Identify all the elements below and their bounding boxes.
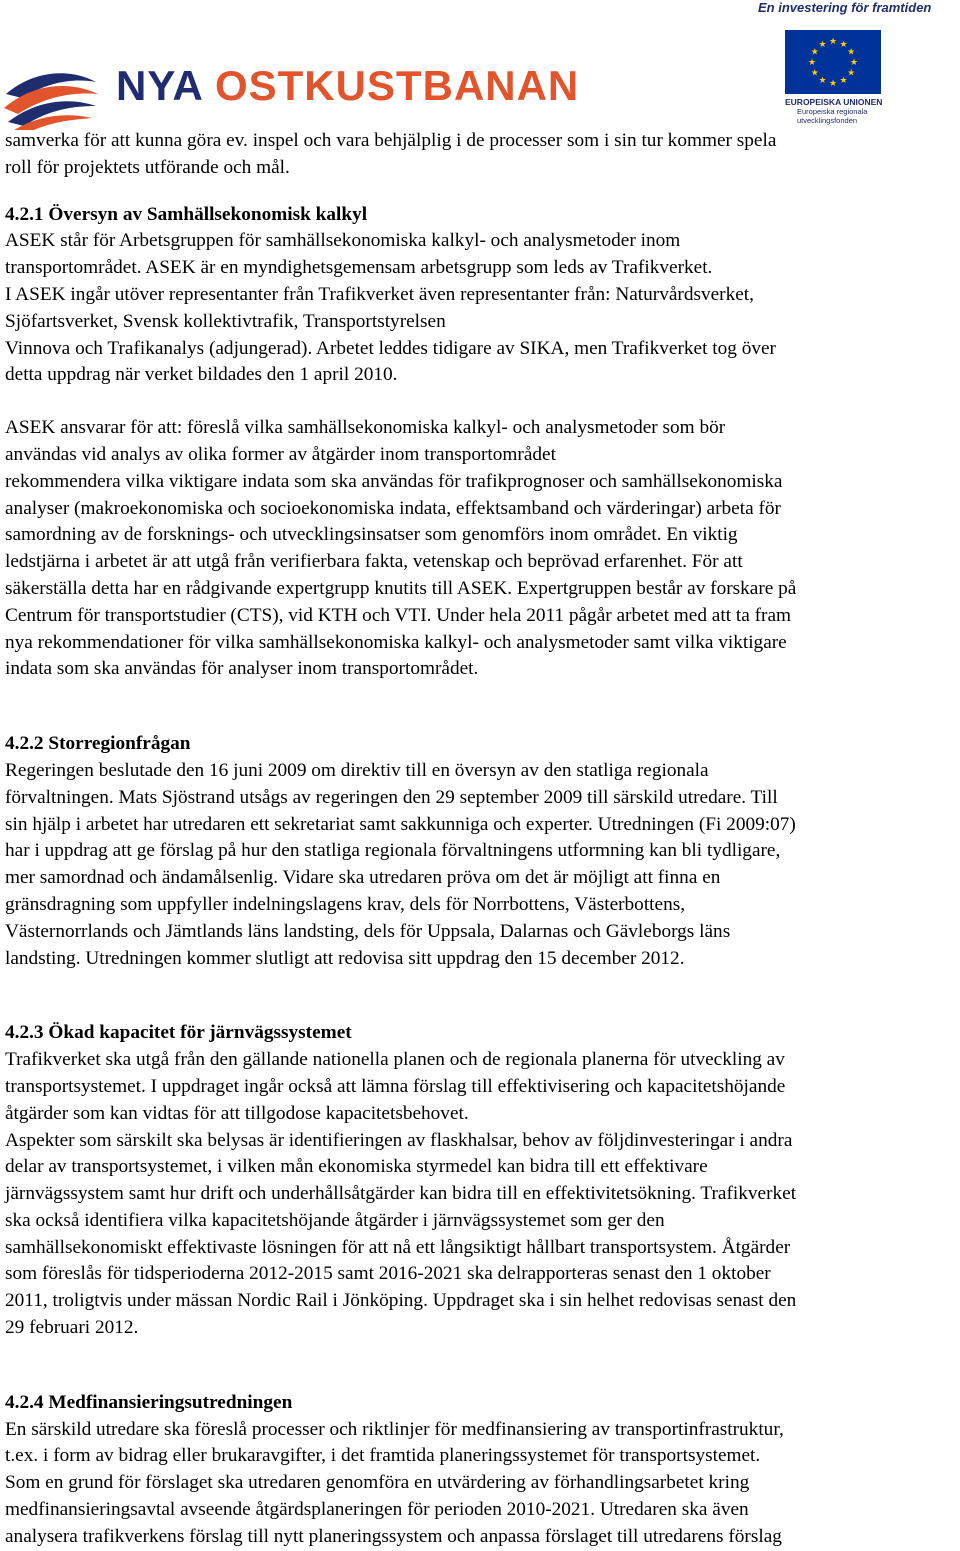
page-header — [0, 0, 960, 130]
text-line: ASEK står för Arbetsgruppen för samhällsekonomiska kalkyl- och analysmetoder inom — [5, 230, 681, 252]
eu-star-icon: ★ — [847, 67, 856, 78]
text-line: användas vid analys av olika former av åtgärder inom transportområdet — [5, 443, 556, 465]
text-line: 2011, troligtvis under mässan Nordic Rail i Jönköping. Uppdraget ska i sin helhet redovisas senast den — [5, 1290, 797, 1312]
text-line: samverka för att kunna göra ev. inspel och vara behjälplig i de processer som i sin tur kommer spela — [5, 130, 777, 151]
eu-star-icon: ★ — [828, 78, 838, 88]
text-line: samhällsekonomiskt effektivaste lösningen för att nå ett långsiktigt hållbart transportsystem. Åtgärder — [5, 1236, 791, 1258]
text-line: Som en grund för förslaget ska utredaren genomföra en utvärdering av förhandlingsarbetet kring — [5, 1472, 750, 1494]
text-line: säkerställa detta har en rådgivande expertgrupp knutits till ASEK. Expertgruppen består av forskare på — [5, 577, 797, 599]
eu-star-icon: ★ — [810, 67, 819, 78]
logo-wordmark — [116, 58, 579, 114]
paragraph-4-2-1-a — [5, 228, 959, 389]
text-line: Trafikverket ska utgå från den gällande nationella planen och de regionala planerna för utveckling av — [5, 1049, 785, 1071]
paragraph-4-2-1-b — [5, 415, 959, 683]
eu-name-label: EUROPEISKA UNIONEN — [785, 97, 883, 107]
text-line: indata som ska användas för analyser inom transportområdet. — [5, 658, 479, 680]
eu-star-icon: ★ — [810, 46, 819, 57]
tagline: En investering för framtiden — [758, 0, 932, 15]
eu-fund-line2: utvecklingsfonden — [797, 115, 858, 125]
section-heading-4-2-4: 4.2.4 Medfinansieringsutredningen — [5, 1391, 293, 1413]
eu-flag-icon — [785, 30, 881, 94]
text-line: förvaltningen. Mats Sjöstrand utsågs av regeringen den 29 september 2009 till särskild utredare. Till — [5, 786, 778, 808]
text-line: ASEK ansvarar för att: föreslå vilka samhällsekonomiska kalkyl- och analysmetoder som bör — [5, 417, 726, 439]
eu-star-icon: ★ — [849, 57, 859, 67]
text-line: som föreslås för tidsperioderna 2012-2015 samt 2016-2021 ska delrapporteras senast den 1 oktober — [5, 1263, 771, 1285]
eu-star-icon: ★ — [847, 46, 856, 57]
text-line: t.ex. i form av bidrag eller brukaravgifter, i det framtida planeringssystemet för transportsystemet. — [5, 1445, 761, 1467]
eu-star-icon: ★ — [818, 38, 827, 49]
text-line: samordning av de forsknings- och utvecklingsinsatser som genomförs inom området. En viktig — [5, 524, 738, 546]
logo-word-nya: NYA — [116, 62, 203, 109]
paragraph-4-2-3-a — [5, 1047, 959, 1127]
text-line: ska också identifiera vilka kapacitetshöjande åtgärder i järnvägssystemet som ger den — [5, 1209, 665, 1231]
section-heading-4-2-3: 4.2.3 Ökad kapacitet för järnvägssystemet — [5, 1022, 352, 1044]
text-line: Västernorrlands och Jämtlands läns landsting, dels för Uppsala, Dalarnas och Gävleborgs läns — [5, 920, 731, 942]
eu-star-icon: ★ — [839, 38, 848, 49]
text-line: sin hjälp i arbetet har utredaren ett sekretariat samt sakkunniga och experter. Utredningen (Fi 2009:07) — [5, 813, 796, 835]
text-line: Regeringen beslutade den 16 juni 2009 om direktiv till en översyn av den statliga regionala — [5, 759, 709, 781]
eu-fund-line1: Europeiska regionala — [797, 107, 868, 116]
eu-star-icon: ★ — [818, 75, 827, 86]
text-line: Sjöfartsverket, Svensk kollektivtrafik, Transportstyrelsen — [5, 310, 446, 332]
text-line: Aspekter som särskilt ska belysas är identifieringen av flaskhalsar, behov av följdinvesteringar i andra — [5, 1129, 793, 1151]
paragraph-4-2-2 — [5, 758, 959, 972]
text-line: transportområdet. ASEK är en myndighetsgemensam arbetsgrupp som leds av Trafikverket. — [5, 257, 713, 279]
text-line: rekommendera vilka viktigare indata som ska användas för trafikprognoser och samhällsekonomiska — [5, 470, 783, 492]
eu-star-icon: ★ — [807, 57, 817, 67]
text-line: I ASEK ingår utöver representanter från Trafikverket även representanter från: Naturvårdsverket, — [5, 283, 754, 305]
text-line: medfinansieringsavtal avseende åtgärdsplaneringen för perioden 2010-2021. Utredaren ska även — [5, 1499, 749, 1521]
text-line: ledstjärna i arbetet är att utgå från verifierbara fakta, vetenskap och beprövad erfarenhet. För att — [5, 551, 743, 573]
paragraph-4-2-4 — [5, 1417, 959, 1551]
eu-star-icon: ★ — [839, 75, 848, 86]
text-line: har i uppdrag att ge förslag på hur den statliga regionala förvaltningens utformning kan bli tydligare, — [5, 840, 781, 862]
section-heading-4-2-1: 4.2.1 Översyn av Samhällsekonomisk kalkyl — [5, 203, 368, 225]
text-line: nya rekommendationer för vilka samhällsekonomiska kalkyl- och analysmetoder samt vilka viktigare — [5, 631, 787, 653]
logo-word-ostkustbanan: OSTKUSTBANAN — [214, 62, 580, 109]
text-line: detta uppdrag när verket bildades den 1 april 2010. — [5, 364, 398, 386]
text-line: mer samordnad och ändamålsenlig. Vidare ska utredaren pröva om det är möjligt att finna en — [5, 867, 721, 889]
document-body — [5, 128, 959, 1551]
text-line: En särskild utredare ska föreslå processer och riktlinjer för medfinansiering av transportinfrastruktur, — [5, 1418, 784, 1440]
text-line: åtgärder som kan vidtas för att tillgodose kapacitetsbehovet. — [5, 1102, 469, 1124]
section-heading-4-2-2: 4.2.2 Storregionfrågan — [5, 733, 191, 755]
nya-ostkustbanan-swoosh-icon — [4, 64, 100, 130]
text-line: järnvägssystem samt hur drift och underhållsåtgärder kan bidra till en effektivitetsökning. Trafikverket — [5, 1183, 797, 1205]
text-line: analysera trafikverkens förslag till nytt planeringssystem och anpassa förslaget till utredarens förslag — [5, 1525, 782, 1547]
text-line: gränsdragning som uppfyller indelningslagens krav, dels för Norrbottens, Västerbottens, — [5, 893, 686, 915]
intro-paragraph — [5, 128, 959, 182]
eu-fund-label — [797, 108, 897, 125]
eu-star-icon: ★ — [828, 36, 838, 46]
paragraph-4-2-3-b — [5, 1128, 959, 1342]
text-line: 29 februari 2012. — [5, 1317, 139, 1339]
text-line: roll för projektets utförande och mål. — [5, 156, 290, 178]
text-line: landsting. Utredningen kommer slutligt att redovisa sitt uppdrag den 15 december 2012. — [5, 947, 685, 969]
text-line: analyser (makroekonomiska och socioekonomiska indata, effektsamband och värderingar) arbeta för — [5, 497, 781, 519]
text-line: Vinnova och Trafikanalys (adjungerad). Arbetet leddes tidigare av SIKA, men Trafikverket tog över — [5, 337, 776, 359]
text-line: Centrum för transportstudier (CTS), vid KTH och VTI. Under hela 2011 pågår arbetet med att ta fram — [5, 604, 792, 626]
text-line: delar av transportsystemet, i vilken mån ekonomiska styrmedel kan bidra till ett effektivare — [5, 1156, 708, 1178]
text-line: transportsystemet. I uppdraget ingår också att lämna förslag till effektivisering och kapacitetshöjande — [5, 1075, 786, 1097]
